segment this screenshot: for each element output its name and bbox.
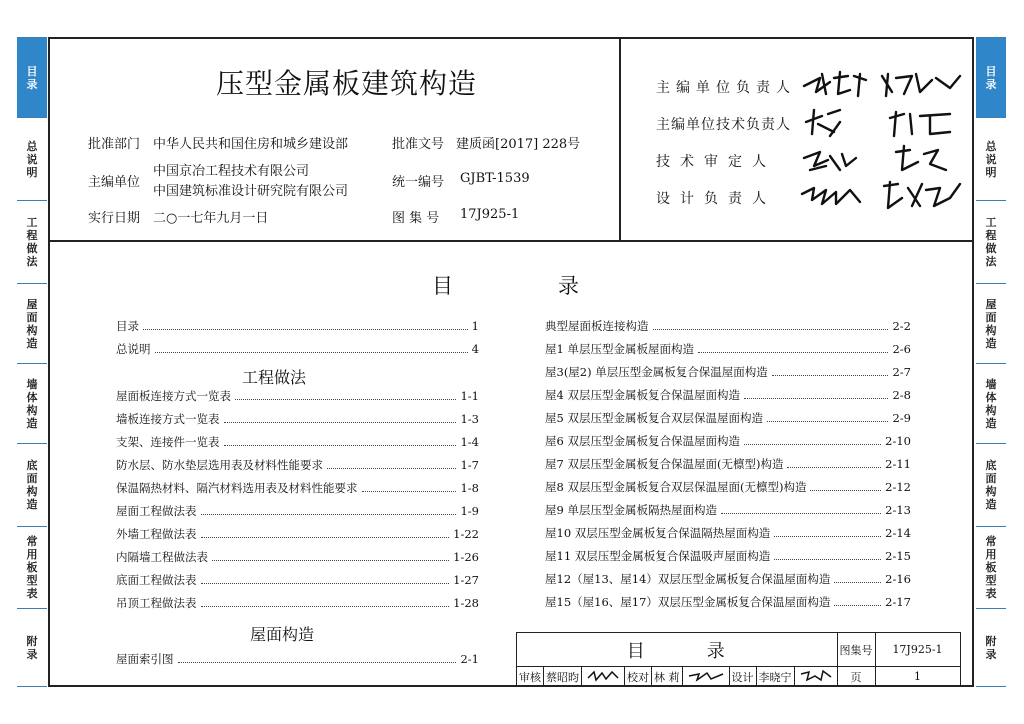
designer-name: 李晓宁 [756, 667, 794, 687]
toc-entry[interactable]: 屋1 单层压型金属板屋面构造 2-6 [545, 342, 911, 356]
approval-dept: 中华人民共和国住房和城乡建设部 [153, 137, 349, 152]
side-tab-appendix[interactable]: 附录 [976, 608, 1006, 687]
title-block-atlas: 17J925-1 [875, 633, 960, 667]
signer-label-tech-lead: 主编单位技术负责人 [656, 117, 791, 133]
toc-heading-a: 目 [432, 274, 453, 298]
toc-entry[interactable]: 内隔墙工程做法表 1-26 [116, 550, 479, 564]
side-tab-general[interactable]: 总说明 [17, 117, 47, 200]
side-tab-appendix[interactable]: 附录 [17, 608, 47, 687]
date-label: 实行日期 [88, 211, 141, 226]
toc-entry[interactable]: 屋面工程做法表 1-9 [116, 504, 479, 518]
toc-entry[interactable]: 屋4 双层压型金属板复合保温屋面构造 2-8 [545, 388, 911, 402]
unified-no: GJBT-1539 [460, 171, 530, 186]
toc-entry[interactable]: 屋15（屋16、屋17）双层压型金属板复合保温屋面构造 2-17 [545, 595, 911, 609]
atlas-no: 17J925-1 [460, 207, 520, 222]
page-label: 页 [837, 667, 875, 687]
signer-label-design-lead: 设计负责人 [656, 191, 776, 207]
checker-name: 林 莉 [652, 667, 683, 687]
side-tab-board[interactable]: 常用板型表 [976, 526, 1006, 608]
approval-doc-label: 批准文号 [392, 137, 445, 152]
toc-entry[interactable]: 目录 1 [116, 319, 479, 333]
atlas-title: 压型金属板建筑构造 [216, 67, 478, 100]
check-label: 校对 [625, 667, 652, 687]
toc-entry[interactable]: 总说明 4 [116, 342, 479, 356]
handwritten-signatures [800, 66, 970, 226]
side-tab-engineering[interactable]: 工程做法 [17, 200, 47, 283]
side-tab-wall[interactable]: 墙体构造 [17, 363, 47, 443]
effective-date: 二○一七年九月一日 [153, 211, 269, 226]
side-tab-toc[interactable]: 目录 [17, 37, 47, 117]
toc-entry[interactable]: 支架、连接件一览表 1-4 [116, 435, 479, 449]
side-tab-roof[interactable]: 屋面构造 [976, 283, 1006, 363]
toc-entry[interactable]: 保温隔热材料、隔汽材料选用表及材料性能要求 1-8 [116, 481, 479, 495]
toc-entry[interactable]: 屋7 双层压型金属板复合保温屋面(无檩型)构造 2-11 [545, 457, 911, 471]
section-heading-engineering: 工程做法 [242, 368, 307, 387]
toc-entry[interactable]: 外墙工程做法表 1-22 [116, 527, 479, 541]
signer-label-chief-unit: 主编单位负责人 [656, 80, 796, 96]
toc-entry[interactable]: 底面工程做法表 1-27 [116, 573, 479, 587]
toc-entry[interactable]: 吊顶工程做法表 1-28 [116, 596, 479, 610]
side-tabs-right [976, 37, 1006, 687]
atlas-no-label: 图 集 号 [392, 211, 440, 226]
toc-entry[interactable]: 屋8 双层压型金属板复合双层保温屋面(无檩型)构造 2-12 [545, 480, 911, 494]
approval-dept-label: 批准部门 [88, 137, 141, 152]
checker-signature [682, 667, 729, 687]
design-label: 设计 [729, 667, 756, 687]
review-label: 审核 [517, 667, 544, 687]
toc-entry[interactable]: 屋6 双层压型金属板复合保温屋面构造 2-10 [545, 434, 911, 448]
toc-entry[interactable]: 屋9 单层压型金属板隔热屋面构造 2-13 [545, 503, 911, 517]
title-block [516, 632, 961, 687]
toc-entry[interactable]: 屋11 双层压型金属板复合保温吸声屋面构造 2-15 [545, 549, 911, 563]
side-tab-floor[interactable]: 底面构造 [976, 443, 1006, 526]
toc-entry[interactable]: 屋面板连接方式一览表 1-1 [116, 389, 479, 403]
side-tab-floor[interactable]: 底面构造 [17, 443, 47, 526]
header-split [619, 37, 621, 242]
toc-entry[interactable]: 屋10 双层压型金属板复合保温隔热屋面构造 2-14 [545, 526, 911, 540]
toc-entry[interactable]: 典型屋面板连接构造 2-2 [545, 319, 911, 333]
section-heading-roof: 屋面构造 [250, 625, 315, 644]
toc-entry[interactable]: 屋3(屋2) 单层压型金属板复合保温屋面构造 2-7 [545, 365, 911, 379]
reviewer-signature [582, 667, 625, 687]
title-block-name: 目 录 [517, 633, 838, 667]
editor-1: 中国京冶工程技术有限公司 [153, 164, 310, 179]
toc-entry[interactable]: 墙板连接方式一览表 1-3 [116, 412, 479, 426]
unified-no-label: 统一编号 [392, 175, 445, 190]
toc-entry[interactable]: 防水层、防水垫层选用表及材料性能要求 1-7 [116, 458, 479, 472]
editor-label: 主编单位 [88, 175, 141, 190]
toc-entry[interactable]: 屋面索引图 2-1 [116, 652, 479, 666]
side-tab-board[interactable]: 常用板型表 [17, 526, 47, 608]
header-divider [48, 240, 974, 242]
side-tabs-left [17, 37, 47, 687]
page-number: 1 [875, 667, 960, 687]
approval-doc: 建质函[2017] 228号 [456, 137, 581, 152]
side-tab-engineering[interactable]: 工程做法 [976, 200, 1006, 283]
side-tab-toc[interactable]: 目录 [976, 37, 1006, 117]
toc-entry[interactable]: 屋12（屋13、屋14）双层压型金属板复合保温屋面构造 2-16 [545, 572, 911, 586]
side-tab-general[interactable]: 总说明 [976, 117, 1006, 200]
side-tab-roof[interactable]: 屋面构造 [17, 283, 47, 363]
title-block-atlas-label: 图集号 [837, 633, 875, 667]
signer-label-reviewer: 技术审定人 [656, 154, 776, 170]
editor-2: 中国建筑标准设计研究院有限公司 [153, 184, 349, 199]
toc-heading-b: 录 [558, 274, 579, 298]
toc-entry[interactable]: 屋5 双层压型金属板复合双层保温屋面构造 2-9 [545, 411, 911, 425]
designer-signature [794, 667, 837, 687]
reviewer-name: 蔡昭昀 [544, 667, 582, 687]
side-tab-wall[interactable]: 墙体构造 [976, 363, 1006, 443]
